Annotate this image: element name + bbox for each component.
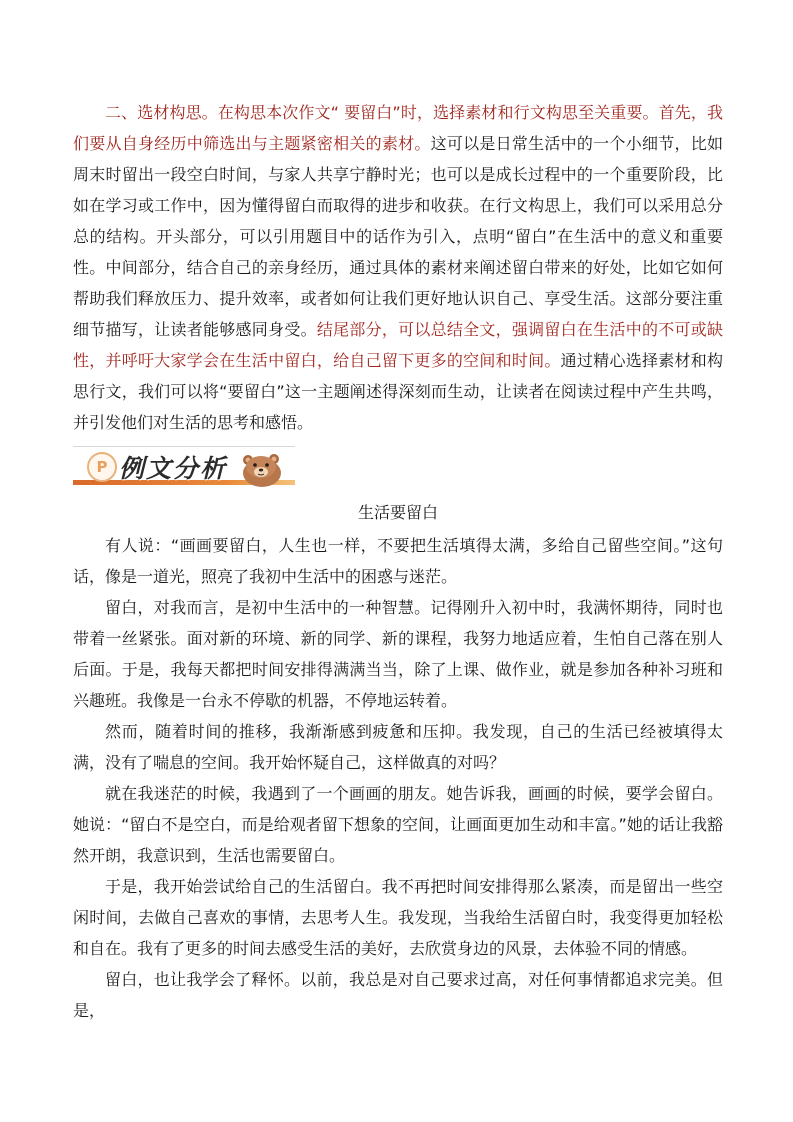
banner-logo-icon: P: [87, 452, 117, 482]
document-page: [73, 97, 723, 1026]
highlight-conclusion: 结尾部分，可以总结全文，强调留白在生活中的不可或缺性，并呼吁大家学会在生活中留白，给自己留下更多的空间和时间。: [73, 320, 723, 370]
highlight-intro: 二、选材构思。在构思本次作文“ 要留白”时，选择素材和行文构思至关重要。首先，我们要从自身经历中筛选出与主题紧密相关的素材。: [73, 103, 723, 153]
selection-paragraph: [73, 97, 723, 438]
body-text-end: 通过精心选择素材和构思行文，我们可以将“要留白”这一主题阐述得深刻而生动，让读者在阅读过程中产生共鸣，并引发他们对生活的思考和感悟。: [73, 351, 723, 432]
essay-paragraph: 就在我迷茫的时候，我遇到了一个画画的朋友。她告诉我，画画的时候，要学会留白。她说：“留白不是空白，而是给观者留下想象的空间，让画面更加生动和丰富。”她的话让我豁然开朗，我意识到，生活也需要留白。: [73, 784, 723, 865]
banner-label: 例文分析: [119, 454, 228, 483]
essay-paragraph: 然而，随着时间的推移，我渐渐感到疲惫和压抑。我发现，自己的生活已经被填得太满，没有了喘息的空间。我开始怀疑自己，这样做真的对吗？: [73, 722, 723, 772]
essay-title: 生活要留白: [357, 503, 438, 522]
essay-paragraph: 留白，对我而言，是初中生活中的一种智慧。记得刚升入初中时，我满怀期待，同时也带着一丝紧张。面对新的环境、新的同学、新的课程，我努力地适应着，生怕自己落在别人后面。于是，我每天都把时间安排得满满当当，除了上课、做作业，就是参加各种补习班和兴趣班。我像是一台永不停歇的机器，不停地运转着。: [73, 598, 723, 710]
body-text: 这可以是日常生活中的一个小细节，比如周末时留出一段空白时间，与家人共享宁静时光；也可以是成长过程中的一个重要阶段，比如在学习或工作中，因为懂得留白而取得的进步和收获。在行文构思上，我们可以采用总分总的结构。开头部分，可以引用题目中的话作为引入，点明“留白”在生活中的意义和重要性。中间部分，结合自己的亲身经历，通过具体的素材来阐述留白带来的好处，比如它如何帮助我们释放压力、提升效率，或者如何让我们更好地认识自己、享受生活。这部分要注重细节描写，让读者能够感同身受。: [73, 134, 723, 339]
bear-mascot-icon: [237, 448, 285, 488]
essay-paragraph: 留白，也让我学会了释怀。以前，我总是对自己要求过高，对任何事情都追求完美。但是，: [73, 970, 723, 1020]
banner-top-line: [73, 446, 295, 447]
essay-paragraph: 于是，我开始尝试给自己的生活留白。我不再把时间安排得那么紧凑，而是留出一些空闲时间，去做自己喜欢的事情，去思考人生。我发现，当我给生活留白时，我变得更加轻松和自在。我有了更多的时间去感受生活的美好，去欣赏身边的风景，去体验不同的情感。: [73, 877, 723, 958]
essay-paragraph: 有人说：“画画要留白，人生也一样，不要把生活填得太满，多给自己留些空间。”这句话，像是一道光，照亮了我初中生活中的困惑与迷茫。: [73, 536, 723, 586]
section-banner: [73, 446, 295, 491]
